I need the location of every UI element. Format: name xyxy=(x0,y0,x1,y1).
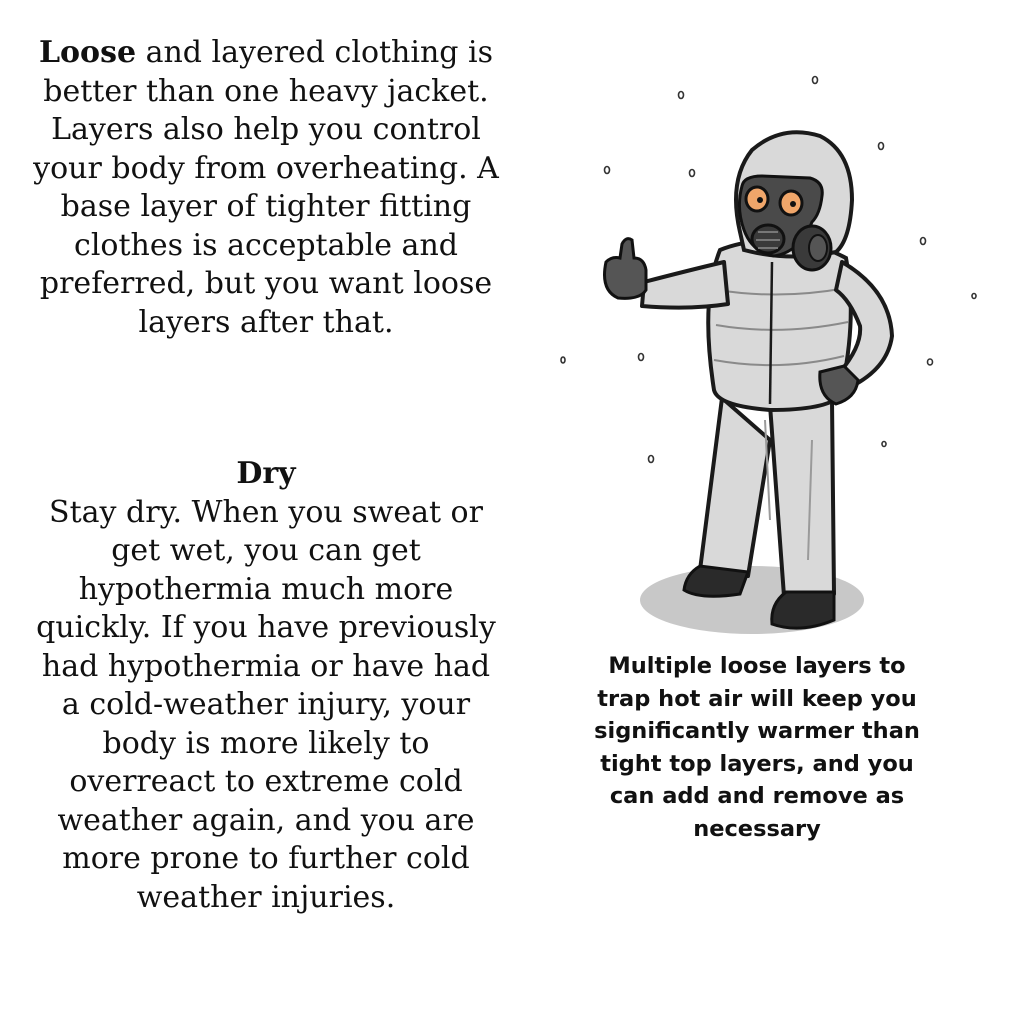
left-leg xyxy=(700,398,770,576)
loose-lead-word: Loose xyxy=(38,35,137,70)
raised-arm xyxy=(642,262,728,308)
thumbs-up-glove xyxy=(605,239,647,299)
winter-suit-person-illustration xyxy=(540,60,1000,650)
illustration-caption: Multiple loose layers to trap hot air will keep you significantly warmer than tight top layers, and you can add and remove as necessary xyxy=(594,653,920,842)
right-boot xyxy=(772,592,834,628)
loose-body-text: and layered clothing is better than one heavy jacket. Layers also help you control your body from overheating. A base layer of tighter fitting clothes is acceptable and preferred, but you want loose layers after that. xyxy=(33,35,499,340)
right-leg xyxy=(770,400,834,596)
dry-body-text: Stay dry. When you sweat or get wet, you can get hypothermia much more quickly. If you have previously had hypothermia or have had a cold-weather injury, your body is more likely to overreact to extreme cold weather again, and you are more prone to further cold weather injuries. xyxy=(36,494,496,915)
dry-heading: Dry xyxy=(236,456,296,491)
loose-clothing-paragraph xyxy=(30,34,502,342)
dry-section xyxy=(30,455,502,917)
left-eye-lens xyxy=(746,187,768,211)
left-boot xyxy=(684,566,748,596)
